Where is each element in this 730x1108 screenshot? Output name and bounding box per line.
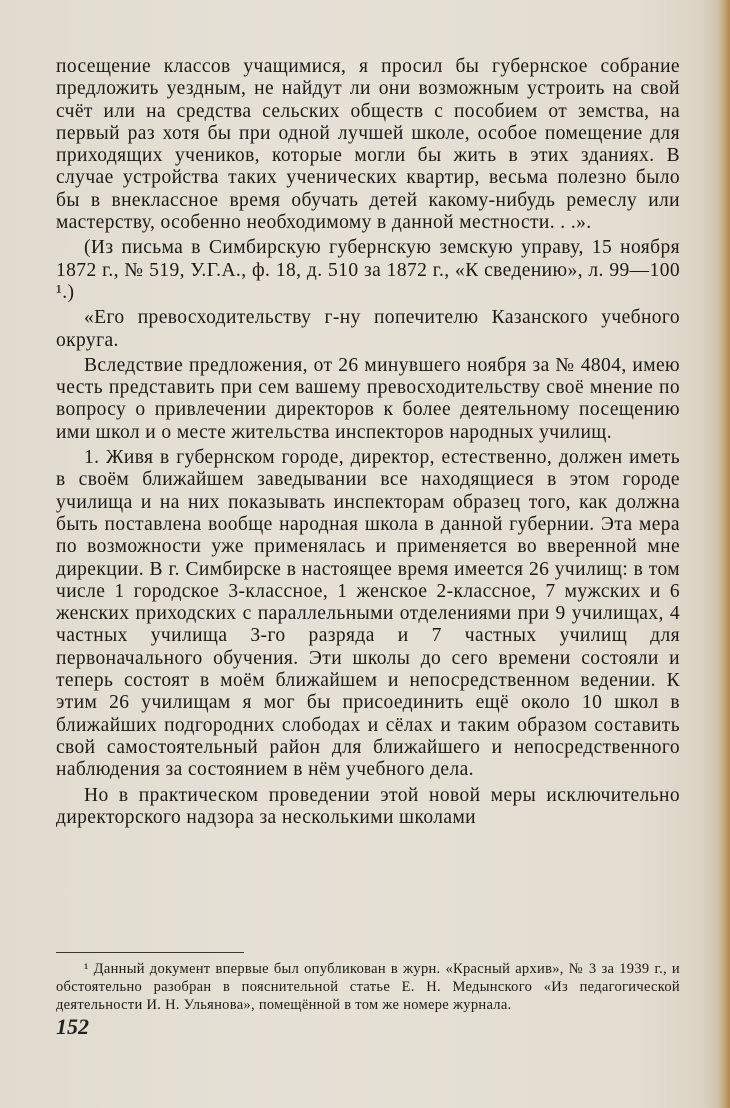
paragraph-conclusion: Но в практическом проведении этой новой меры исключительно директорского надзора за несколькими школами — [56, 784, 680, 828]
page-edge-shadow — [718, 0, 730, 1108]
main-text — [56, 56, 680, 829]
page-number: 152 — [56, 1014, 89, 1039]
paragraph-source-citation: (Из письма в Симбирскую губернскую земскую управу, 15 ноября 1872 г., № 519, У.Г.А., ф. 18, д. 510 за 1872 г., «К сведению», л. 99—100 ¹.) — [56, 237, 680, 303]
paragraph-point-1: 1. Живя в губернском городе, директор, естественно, должен иметь в своём ближайшем заведывании все находящиеся в этом городе училища и на них показывать инспекторам образец того, как должна быть поставлена вообще народная школа в данной губернии. Эта мера по возможности уже применялась и применяется во вверенной мне дирекции. В г. Симбирске в настоящее время имеется 26 училищ: в том числе 1 городское 3-классное, 1 женское 2-классное, 7 мужских и 6 женских приходских с параллельными отделениями при 9 училищах, 4 частных училища 3-го разряда и 7 частных училищ для первоначального обучения. Эти школы до сего времени состояли и теперь состоят в моём ближайшем и непосредственном ведении. К этим 26 училищам я мог бы присоединить ещё около 10 школ в ближайших подгородних слободах и сёлах и таким образом составить свой самостоятельный район для ближайшего и непосредственного наблюдения за состоянием в нём учебного дела. — [56, 447, 680, 781]
footnote-divider — [56, 952, 244, 953]
paragraph-salutation: «Его превосходительству г-ну попечителю Казанского учебного округа. — [56, 307, 680, 351]
footnote: ¹ Данный документ впервые был опубликован в журн. «Красный архив», № 3 за 1939 г., и обстоятельно разобран в пояснительной статье Е. Н. Медынского «Из педагогической деятельности И. Н. Ульянова», помещённой в том же номере журнала. — [56, 961, 680, 1013]
paragraph-intro: Вследствие предложения, от 26 минувшего ноября за № 4804, имею честь представить при сем вашему превосходительству своё мнение по вопросу о привлечении директоров к более деятельному посещению ими школ и о месте жительства инспекторов народных училищ. — [56, 354, 680, 443]
paragraph-continuation: посещение классов учащимися, я просил бы губернское собрание предложить уездным, не найдут ли они возможным устроить на свой счёт или на средства сельских обществ с пособием от земства, на первый раз хотя бы при одной лучшей школе, особое помещение для приходящих учеников, которые могли бы жить в этих зданиях. В случае устройства таких ученических квартир, весьма полезно было бы в внеклассное время обучать детей какому-нибудь ремеслу или мастерству, особенно необходимому в данной местности. . .». — [56, 56, 680, 234]
